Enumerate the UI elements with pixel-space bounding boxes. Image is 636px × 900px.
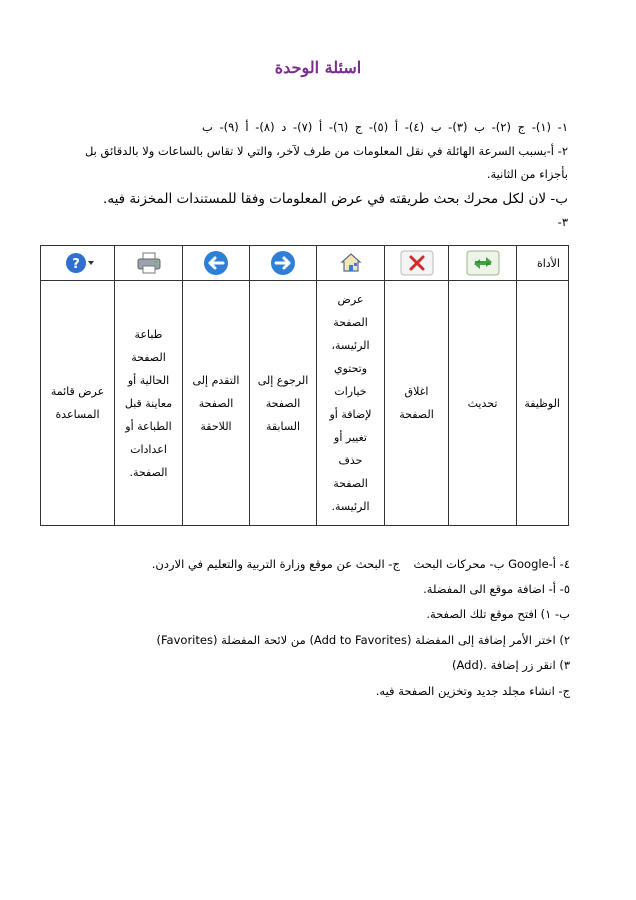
tools-table bbox=[40, 245, 569, 526]
step2-command: (Add to Favorites) bbox=[309, 633, 412, 647]
answer-q4 bbox=[152, 555, 570, 573]
answer-q5b-step1: ب- ١) افتح موقع تلك الصفحة. bbox=[426, 607, 570, 621]
step3-text: ٣) انقر زر إضافة bbox=[490, 658, 570, 672]
print-icon bbox=[132, 250, 166, 276]
tool-close-cell bbox=[385, 246, 449, 281]
function-back: التقدم إلى الصفحة اللاحقة bbox=[183, 281, 250, 526]
function-header: الوظيفة bbox=[517, 281, 569, 526]
answer-q2a-continued: بأجزاء من الثانية. bbox=[486, 167, 568, 181]
answer-q3-label: ٣- bbox=[557, 215, 568, 229]
page-title: اسئلة الوحدة bbox=[274, 58, 362, 77]
answer-q5b-step3 bbox=[452, 656, 570, 674]
answer-q1: ١- (١)- ج (٢)- ب (٣)- ب (٤)- أ (٥)- ج (٦)- أ (٧)- د (٨)- أ (٩)- ب bbox=[201, 120, 568, 134]
answer-q4-c: ج- البحث عن موقع وزارة التربية والتعليم في الاردن. bbox=[151, 557, 400, 571]
tool-back-cell bbox=[183, 246, 250, 281]
answer-q4-prefix: ٤- أ- bbox=[548, 557, 570, 571]
answer-q2a: ٢- أ-بسبب السرعة الهائلة في نقل المعلومات من طرف لآخر، والتي لا تقاس بالساعات ولا بالدقائق بل bbox=[84, 144, 568, 158]
step2-favorites: (Favorites) bbox=[156, 633, 218, 647]
tool-help-cell bbox=[41, 246, 115, 281]
step2-mid: من لائحة المفضلة bbox=[221, 633, 306, 647]
function-refresh: تحديث bbox=[449, 281, 517, 526]
function-print: طباعة الصفحة الحالية أو معاينة قبل الطباعة أو اعدادات الصفحة. bbox=[115, 281, 183, 526]
answer-q4-b: ب- محركات البحث bbox=[413, 557, 505, 571]
back-icon bbox=[199, 250, 233, 276]
tool-header: الأداة bbox=[517, 246, 569, 281]
step3-command: (Add). bbox=[452, 658, 487, 672]
step2-text: ٢) اختر الأمر إضافة إلى المفضلة bbox=[415, 633, 570, 647]
tool-print-cell bbox=[115, 246, 183, 281]
answer-q5c: ج- انشاء مجلد جديد وتخزين الصفحة فيه. bbox=[375, 684, 570, 698]
close-icon bbox=[400, 250, 434, 276]
home-icon bbox=[334, 250, 368, 276]
svg-text:?: ? bbox=[71, 257, 80, 272]
tools-function-row bbox=[41, 281, 569, 526]
answer-q4-google: Google bbox=[508, 557, 549, 571]
forward-icon bbox=[266, 250, 300, 276]
tool-forward-cell bbox=[250, 246, 317, 281]
tool-refresh-cell bbox=[449, 246, 517, 281]
help-icon bbox=[61, 250, 95, 276]
function-close: اغلاق الصفحة bbox=[385, 281, 449, 526]
answer-q5b-step2 bbox=[157, 631, 570, 649]
answer-q5a: ٥- أ- اضافة موقع الى المفضلة. bbox=[423, 582, 570, 596]
tools-icon-row bbox=[41, 246, 569, 281]
function-forward: الرجوع إلى الصفحة السابقة bbox=[250, 281, 317, 526]
function-help: عرض قائمة المساعدة bbox=[41, 281, 115, 526]
refresh-icon bbox=[466, 250, 500, 276]
answer-q2b: ب- لان لكل محرك بحث طريقته في عرض المعلومات وفقا للمستندات المخزنة فيه. bbox=[103, 191, 568, 207]
function-home: عرض الصفحة الرئيسة، وتحتوي خيارات لإضافة أو تغيير أو حذف الصفحة الرئيسة. bbox=[317, 281, 385, 526]
tool-home-cell bbox=[317, 246, 385, 281]
